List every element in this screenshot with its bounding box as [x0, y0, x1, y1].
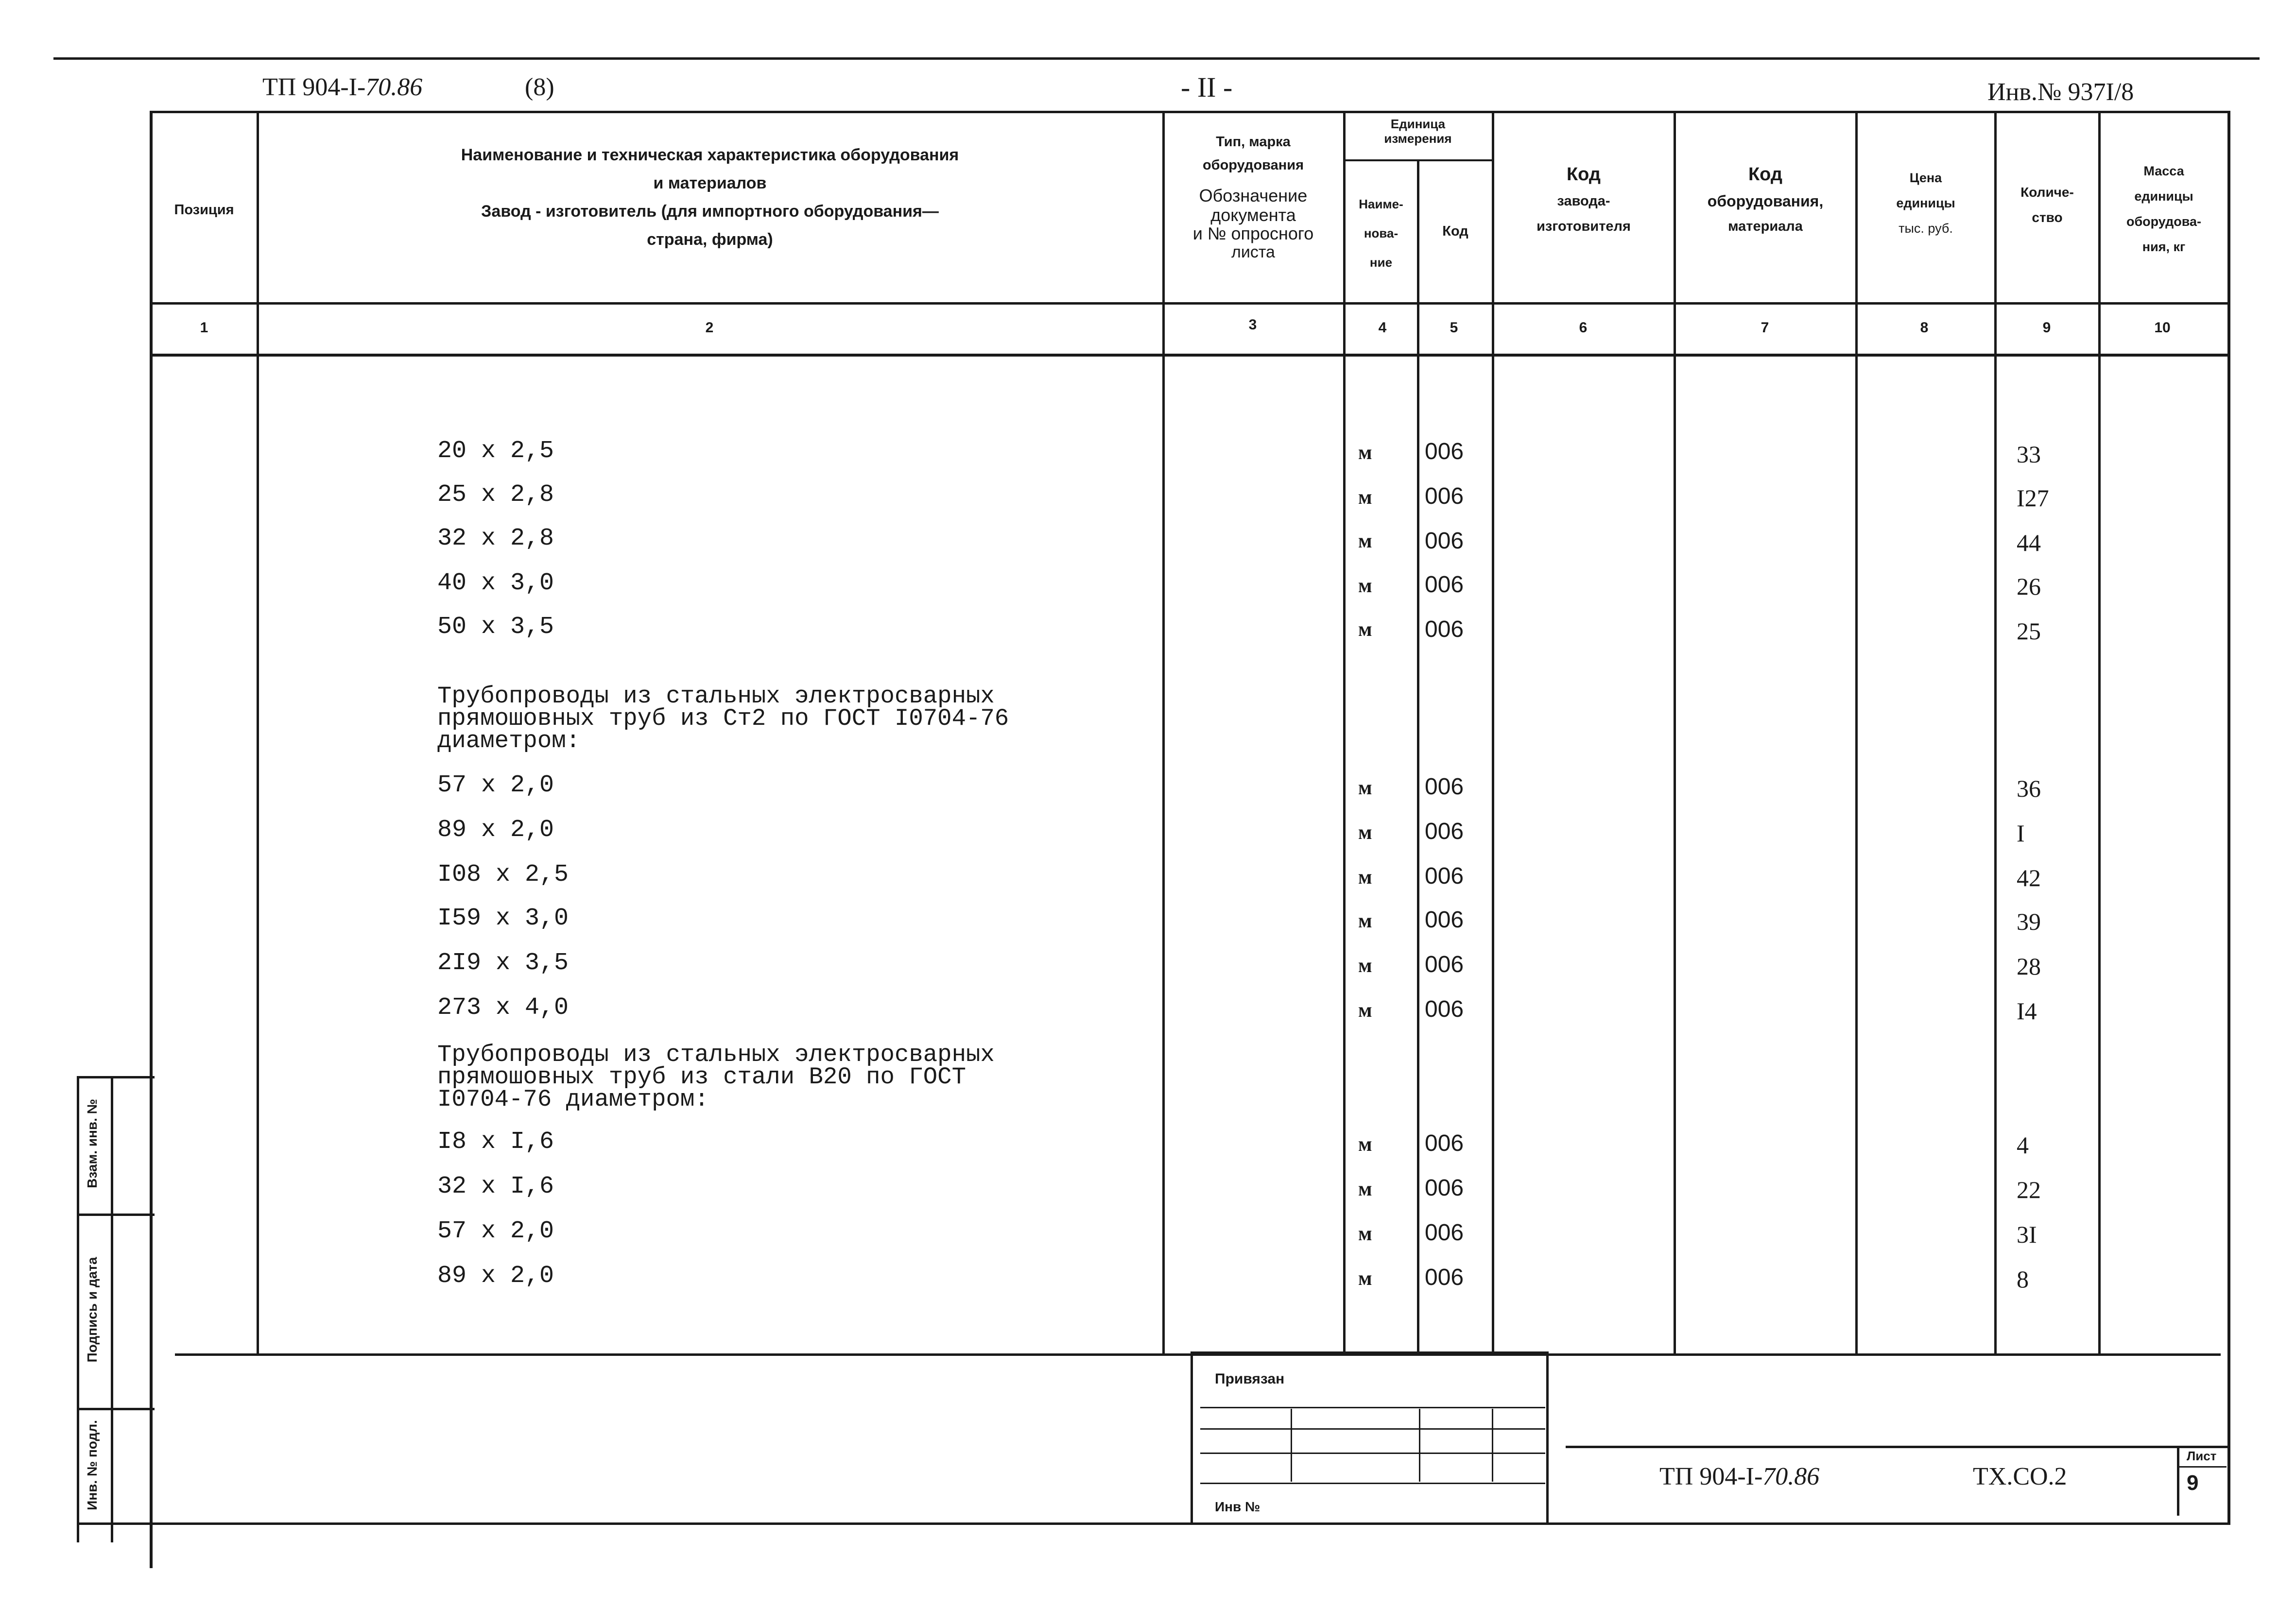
unit-name: м: [1358, 442, 1372, 464]
quantity: 33: [2017, 441, 2041, 468]
col-mass-line4: ния, кг: [2142, 239, 2186, 254]
numbers-bottom-line: [151, 354, 2230, 357]
side-label-signature-date: Подпись и дата: [85, 1257, 100, 1363]
col-unit-line2: нова-: [1364, 226, 1398, 240]
col-unit-line1: Наиме-: [1359, 197, 1403, 211]
sheet-label: Лист: [2187, 1449, 2217, 1463]
col-price-line2: единицы: [1896, 196, 1955, 210]
col-equipment-code-header: [1675, 160, 1855, 239]
unit-code: 006: [1425, 1265, 1464, 1290]
pipe-size: 2I9 x 3,5: [437, 949, 569, 977]
col-name-line2: и материалов: [653, 174, 767, 192]
col-line-4: [1417, 160, 1419, 1354]
col-mass-line3: оборудова-: [2126, 214, 2202, 229]
unit-name: м: [1358, 486, 1372, 509]
col-factory-line3: изготовителя: [1536, 219, 1631, 234]
unit-name: м: [1358, 618, 1372, 641]
unit-group-header: [1344, 117, 1492, 146]
quantity: 22: [2017, 1176, 2041, 1203]
title-block-code-printed: ТП 904-I-: [1659, 1463, 1763, 1490]
col-number-5: 5: [1450, 320, 1458, 336]
unit-name: м: [1358, 1178, 1372, 1200]
variant-number: (8): [525, 73, 554, 101]
unit-code: 006: [1425, 996, 1464, 1022]
unit-name: м: [1358, 999, 1372, 1022]
section-line: I0704-76 диаметром:: [437, 1086, 709, 1113]
unit-group-line2: измерения: [1384, 131, 1452, 146]
unit-name: м: [1358, 1223, 1372, 1245]
col-number-4: 4: [1378, 320, 1387, 336]
unit-code: 006: [1425, 483, 1464, 509]
sheet-number: 9: [2187, 1471, 2199, 1495]
col-factory-code-header: [1494, 160, 1674, 239]
section-line: диаметром:: [437, 727, 581, 754]
col-quantity-header: [1996, 180, 2098, 230]
stamp-left-line: [1191, 1351, 1193, 1524]
col-type-line5: и № опросного: [1192, 223, 1314, 243]
quantity: 3I: [2017, 1221, 2037, 1248]
inventory-number: Инв.№ 937I/8: [1987, 78, 2134, 106]
col-factory-line2: завода-: [1557, 193, 1610, 209]
col-name-line4: страна, фирма): [647, 230, 773, 249]
col-type-line1: Тип, марка: [1216, 134, 1291, 150]
col-price-header: [1857, 165, 1994, 241]
section-line: Трубопроводы из стальных электросварных: [437, 683, 995, 710]
table-top-line: [151, 111, 2230, 113]
pipe-size: 25 x 2,8: [437, 481, 554, 509]
unit-name: м: [1358, 910, 1372, 932]
top-border-line: [53, 57, 2260, 60]
col-equip-line3: материала: [1728, 219, 1803, 234]
section-line: Трубопроводы из стальных электросварных: [437, 1041, 995, 1068]
col-number-10: 10: [2154, 320, 2171, 336]
col-line-1: [257, 111, 259, 1354]
section-description: [437, 1043, 995, 1111]
quantity: 42: [2017, 864, 2041, 891]
col-number-8: 8: [1920, 320, 1929, 336]
col-position-header: Позиция: [174, 202, 234, 218]
col-equip-line2: оборудования,: [1707, 192, 1824, 210]
section-line: прямошовных труб из Ст2 по ГОСТ I0704-76: [437, 705, 1009, 732]
pipe-size: 57 x 2,0: [437, 771, 554, 799]
col-qty-line2: ство: [2032, 210, 2063, 225]
quantity: 4: [2017, 1131, 2029, 1159]
unit-code: 006: [1425, 952, 1464, 977]
unit-code: 006: [1425, 1130, 1464, 1156]
unit-code: 006: [1425, 528, 1464, 554]
sheet-code: ТХ.СО.2: [1973, 1463, 2067, 1490]
header-bottom-line: [151, 302, 2230, 305]
pipe-size: 89 x 2,0: [437, 1262, 554, 1290]
unit-code: 006: [1425, 616, 1464, 642]
col-mass-line2: единицы: [2134, 189, 2193, 204]
pipe-size: 89 x 2,0: [437, 816, 554, 844]
col-name-line1: Наименование и техническая характеристика оборудования: [461, 146, 959, 164]
quantity: I: [2017, 820, 2025, 847]
page-marker: - II -: [1181, 71, 1233, 103]
col-price-line3: тыс. руб.: [1899, 221, 1953, 236]
quantity: 39: [2017, 908, 2041, 935]
col-line-3: [1343, 111, 1346, 1354]
col-number-9: 9: [2042, 320, 2051, 336]
unit-code: 006: [1425, 819, 1464, 844]
quantity: 25: [2017, 617, 2041, 645]
stamp-grid-vline-3: [1492, 1409, 1493, 1482]
col-type-line4: документа: [1210, 205, 1296, 225]
unit-code: 006: [1425, 907, 1464, 933]
side-block-right-line: [111, 1076, 113, 1542]
col-line-6: [1674, 111, 1676, 1354]
pipe-size: 50 x 3,5: [437, 613, 554, 641]
title-block-top-line: [1566, 1446, 2229, 1448]
quantity: 26: [2017, 573, 2041, 600]
col-equip-line1: Код: [1748, 164, 1783, 185]
side-block-divider-1: [77, 1214, 155, 1216]
pipe-size: 20 x 2,5: [437, 437, 554, 465]
stamp-grid-vline-2: [1419, 1409, 1420, 1482]
col-factory-line1: Код: [1566, 164, 1601, 185]
col-line-9: [2098, 111, 2101, 1354]
col-number-3: 3: [1248, 317, 1257, 333]
outer-left-line: [77, 1076, 79, 1542]
frame-right-line: [2227, 111, 2230, 1524]
unit-code: 006: [1425, 572, 1464, 598]
stamp-grid-line-3: [1200, 1453, 1545, 1454]
col-line-2: [1162, 111, 1165, 1354]
stamp-right-line: [1546, 1351, 1549, 1524]
unit-code: 006: [1425, 439, 1464, 464]
unit-name: м: [1358, 530, 1372, 552]
quantity: 44: [2017, 529, 2041, 556]
unit-name: м: [1358, 866, 1372, 889]
col-qty-line1: Количе-: [2020, 185, 2074, 200]
frame-left-line: [150, 111, 153, 1568]
unit-name: м: [1358, 1267, 1372, 1290]
unit-code: 006: [1425, 774, 1464, 800]
col-type-line6: листа: [1231, 243, 1275, 261]
side-label-replacement-inv: Взам. инв. №: [85, 1099, 100, 1188]
document-code-printed: ТП 904-I-: [262, 73, 366, 101]
quantity: I4: [2017, 997, 2037, 1025]
pipe-size: I08 x 2,5: [437, 861, 569, 889]
document-code-handwritten: 70.86: [365, 73, 423, 101]
quantity: 36: [2017, 775, 2041, 802]
col-number-7: 7: [1761, 320, 1769, 336]
unit-name: м: [1358, 821, 1372, 844]
pipe-size: I59 x 3,0: [437, 905, 569, 932]
unit-name: м: [1358, 955, 1372, 977]
sheet-box-divider: [2178, 1466, 2227, 1468]
col-mass-line1: Масса: [2143, 164, 2184, 178]
section-description: [437, 685, 1009, 752]
col-line-8: [1994, 111, 1997, 1354]
col-unit-code-header: Код: [1442, 223, 1468, 239]
col-number-6: 6: [1579, 320, 1588, 336]
col-number-2: 2: [705, 320, 714, 336]
col-type-line2: оборудования: [1202, 157, 1304, 173]
pipe-size: 273 x 4,0: [437, 994, 569, 1022]
col-name-header: [258, 141, 1162, 254]
col-number-1: 1: [200, 320, 208, 336]
col-mass-header: [2100, 158, 2227, 259]
side-label-original-inv: Инв. № подл.: [85, 1420, 100, 1510]
col-unit-name-header: [1345, 189, 1417, 277]
col-type-line3: Обозначение: [1199, 186, 1308, 205]
inv-no-label: Инв №: [1215, 1499, 1260, 1514]
stamp-top-line: [1191, 1351, 1548, 1354]
col-unit-line3: ние: [1369, 255, 1393, 270]
pipe-size: 32 x 2,8: [437, 525, 554, 552]
col-name-line3: Завод - изготовитель (для импортного оборудования—: [481, 202, 939, 221]
unit-code: 006: [1425, 863, 1464, 889]
stamp-grid-line-4: [1200, 1483, 1545, 1484]
section-line: прямошовных труб из стали В20 по ГОСТ: [437, 1063, 966, 1091]
pipe-size: 32 x I,6: [437, 1173, 554, 1200]
unit-name: м: [1358, 777, 1372, 799]
col-line-5: [1492, 111, 1494, 1354]
side-block-top-line: [77, 1076, 155, 1078]
stamp-grid-vline-1: [1291, 1409, 1292, 1482]
attached-label: Привязан: [1215, 1371, 1285, 1387]
side-block-divider-2: [77, 1408, 155, 1410]
unit-group-line1: Единица: [1390, 117, 1446, 131]
quantity: 8: [2017, 1265, 2029, 1293]
unit-name: м: [1358, 575, 1372, 597]
unit-code: 006: [1425, 1220, 1464, 1246]
title-block-doc-code: [1659, 1462, 1819, 1491]
bottom-border-line: [77, 1522, 2230, 1525]
quantity: I27: [2017, 484, 2049, 512]
unit-name: м: [1358, 1133, 1372, 1156]
col-line-7: [1855, 111, 1858, 1354]
sheet-box-left-line: [2177, 1448, 2179, 1516]
pipe-size: 57 x 2,0: [437, 1217, 554, 1245]
document-code: [262, 73, 422, 102]
stamp-grid-line-2: [1200, 1428, 1545, 1430]
pipe-size: 40 x 3,0: [437, 569, 554, 597]
col-price-line1: Цена: [1909, 171, 1942, 185]
col-type-header: [1163, 130, 1343, 261]
title-block-code-handwritten: 70.86: [1762, 1463, 1820, 1490]
pipe-size: I8 x I,6: [437, 1128, 554, 1156]
unit-code: 006: [1425, 1175, 1464, 1201]
stamp-grid-line-1: [1200, 1407, 1545, 1408]
quantity: 28: [2017, 953, 2041, 980]
unit-group-divider: [1344, 159, 1493, 161]
